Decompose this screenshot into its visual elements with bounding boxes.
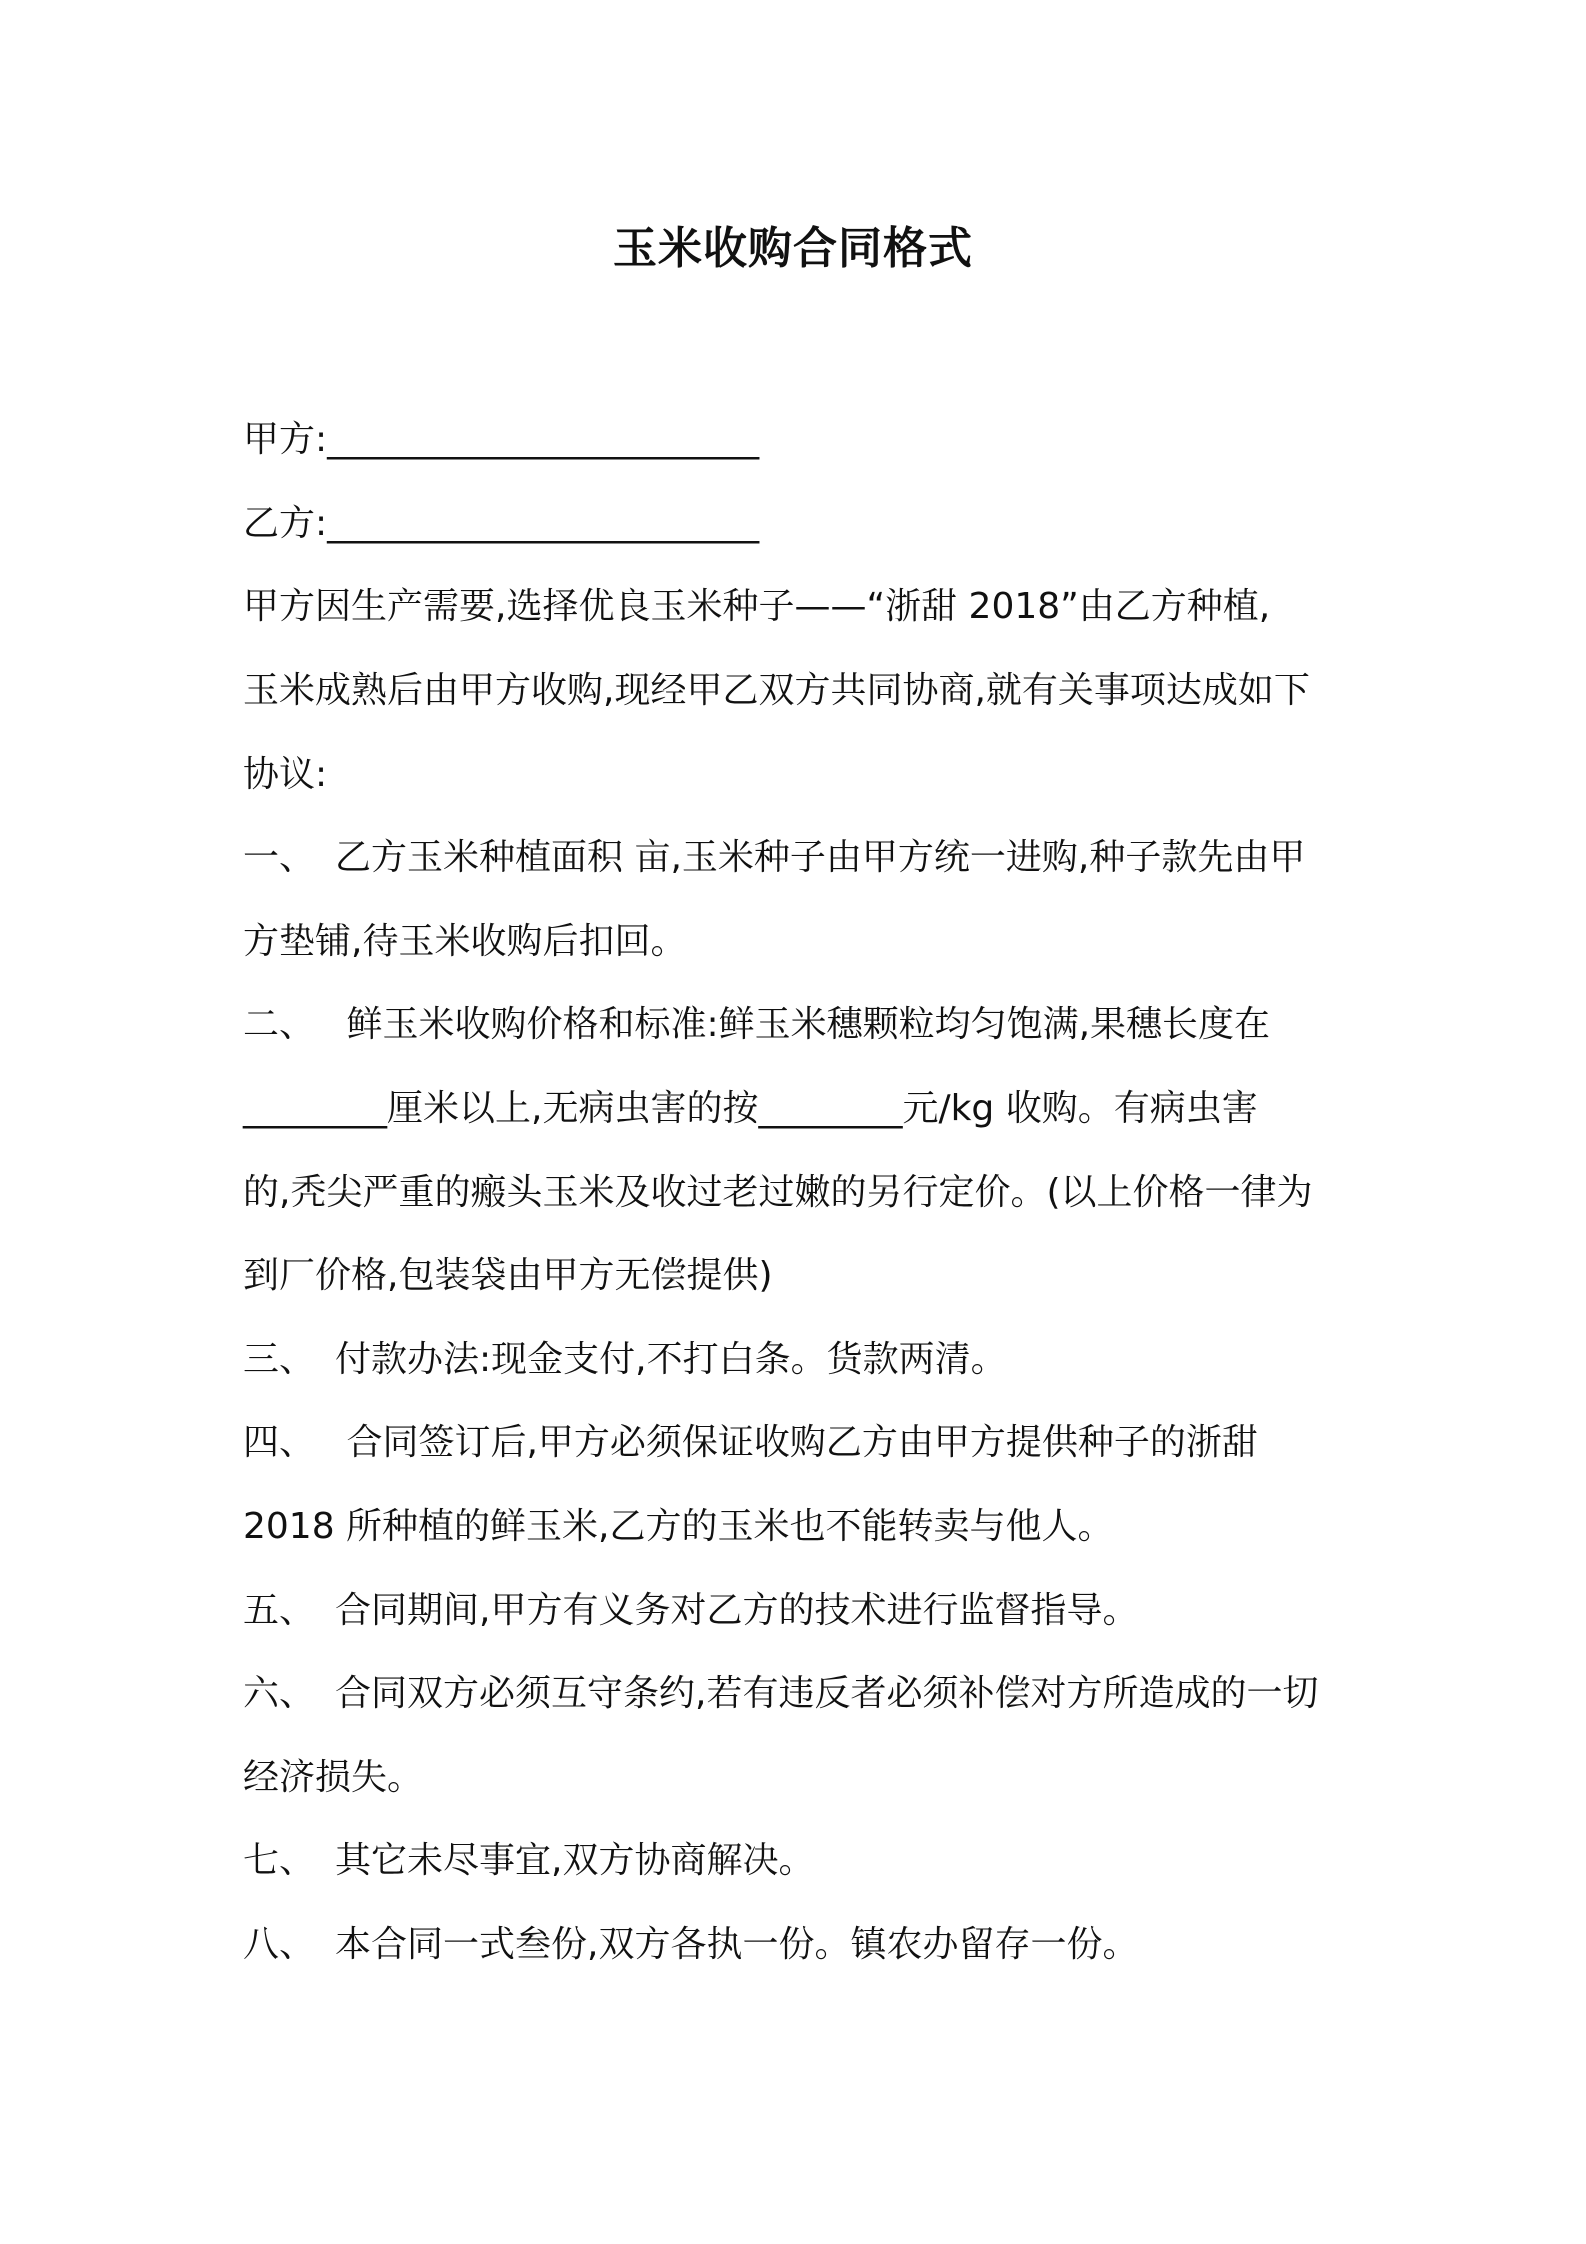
clause-7-line-1 — [243, 1837, 814, 1885]
clause-1-text-1: 乙方玉米种植面积 亩,玉米种子由甲方统一进购,种子款先由甲 — [335, 837, 1306, 878]
clause-2-line-2: ________厘米以上,无病虫害的按________元/kg 收购。有病虫害 — [243, 1088, 1258, 1129]
intro-line-3: 协议: — [243, 754, 328, 795]
clause-5-text-1: 合同期间,甲方有义务对乙方的技术进行监督指导。 — [335, 1590, 1139, 1631]
clause-1-line-1 — [243, 834, 1305, 882]
party-a-line: 甲方:________________________ — [243, 419, 760, 460]
document-title: 玉米收购合同格式 — [613, 223, 973, 274]
clause-2-number: 二、 — [243, 1004, 316, 1045]
clause-4-text-1: 合同签订后,甲方必须保证收购乙方由甲方提供种子的浙甜 — [335, 1422, 1258, 1463]
clause-1-number: 一、 — [243, 837, 316, 878]
clause-2-line-1 — [243, 1001, 1270, 1049]
clause-8-text-1: 本合同一式叁份,双方各执一份。镇农办留存一份。 — [335, 1924, 1139, 1965]
clause-2-line-4: 到厂价格,包装袋由甲方无偿提供) — [243, 1255, 773, 1296]
clause-3-line-1 — [243, 1336, 1007, 1384]
clause-4-line-2: 2018 所种植的鲜玉米,乙方的玉米也不能转卖与他人。 — [243, 1506, 1114, 1547]
clause-1-line-2: 方垫铺,待玉米收购后扣回。 — [243, 921, 687, 962]
clause-4-number: 四、 — [243, 1422, 316, 1463]
party-b-line: 乙方:________________________ — [243, 503, 760, 544]
clause-7-text-1: 其它未尽事宜,双方协商解决。 — [335, 1840, 815, 1881]
intro-line-1: 甲方因生产需要,选择优良玉米种子——“浙甜 2018”由乙方种植, — [243, 586, 1271, 627]
clause-6-line-2: 经济损失。 — [243, 1757, 424, 1798]
clause-4-line-1 — [243, 1419, 1258, 1467]
clause-2-text-1: 鲜玉米收购价格和标准:鲜玉米穗颗粒均匀饱满,果穗长度在 — [335, 1004, 1271, 1045]
clause-2-line-3: 的,秃尖严重的瘢头玉米及收过老过嫩的另行定价。(以上价格一律为 — [243, 1172, 1313, 1213]
clause-6-line-1 — [243, 1670, 1318, 1718]
clause-8-number: 八、 — [243, 1924, 316, 1965]
clause-7-number: 七、 — [243, 1840, 316, 1881]
clause-8-line-1 — [243, 1921, 1138, 1969]
clause-6-text-1: 合同双方必须互守条约,若有违反者必须补偿对方所造成的一切 — [335, 1673, 1319, 1714]
clause-3-text-1: 付款办法:现金支付,不打白条。货款两清。 — [335, 1339, 1007, 1380]
clause-5-number: 五、 — [243, 1590, 316, 1631]
clause-3-number: 三、 — [243, 1339, 316, 1380]
clause-5-line-1 — [243, 1587, 1138, 1635]
clause-6-number: 六、 — [243, 1673, 316, 1714]
intro-line-2: 玉米成熟后由甲方收购,现经甲乙双方共同协商,就有关事项达成如下 — [243, 670, 1310, 711]
